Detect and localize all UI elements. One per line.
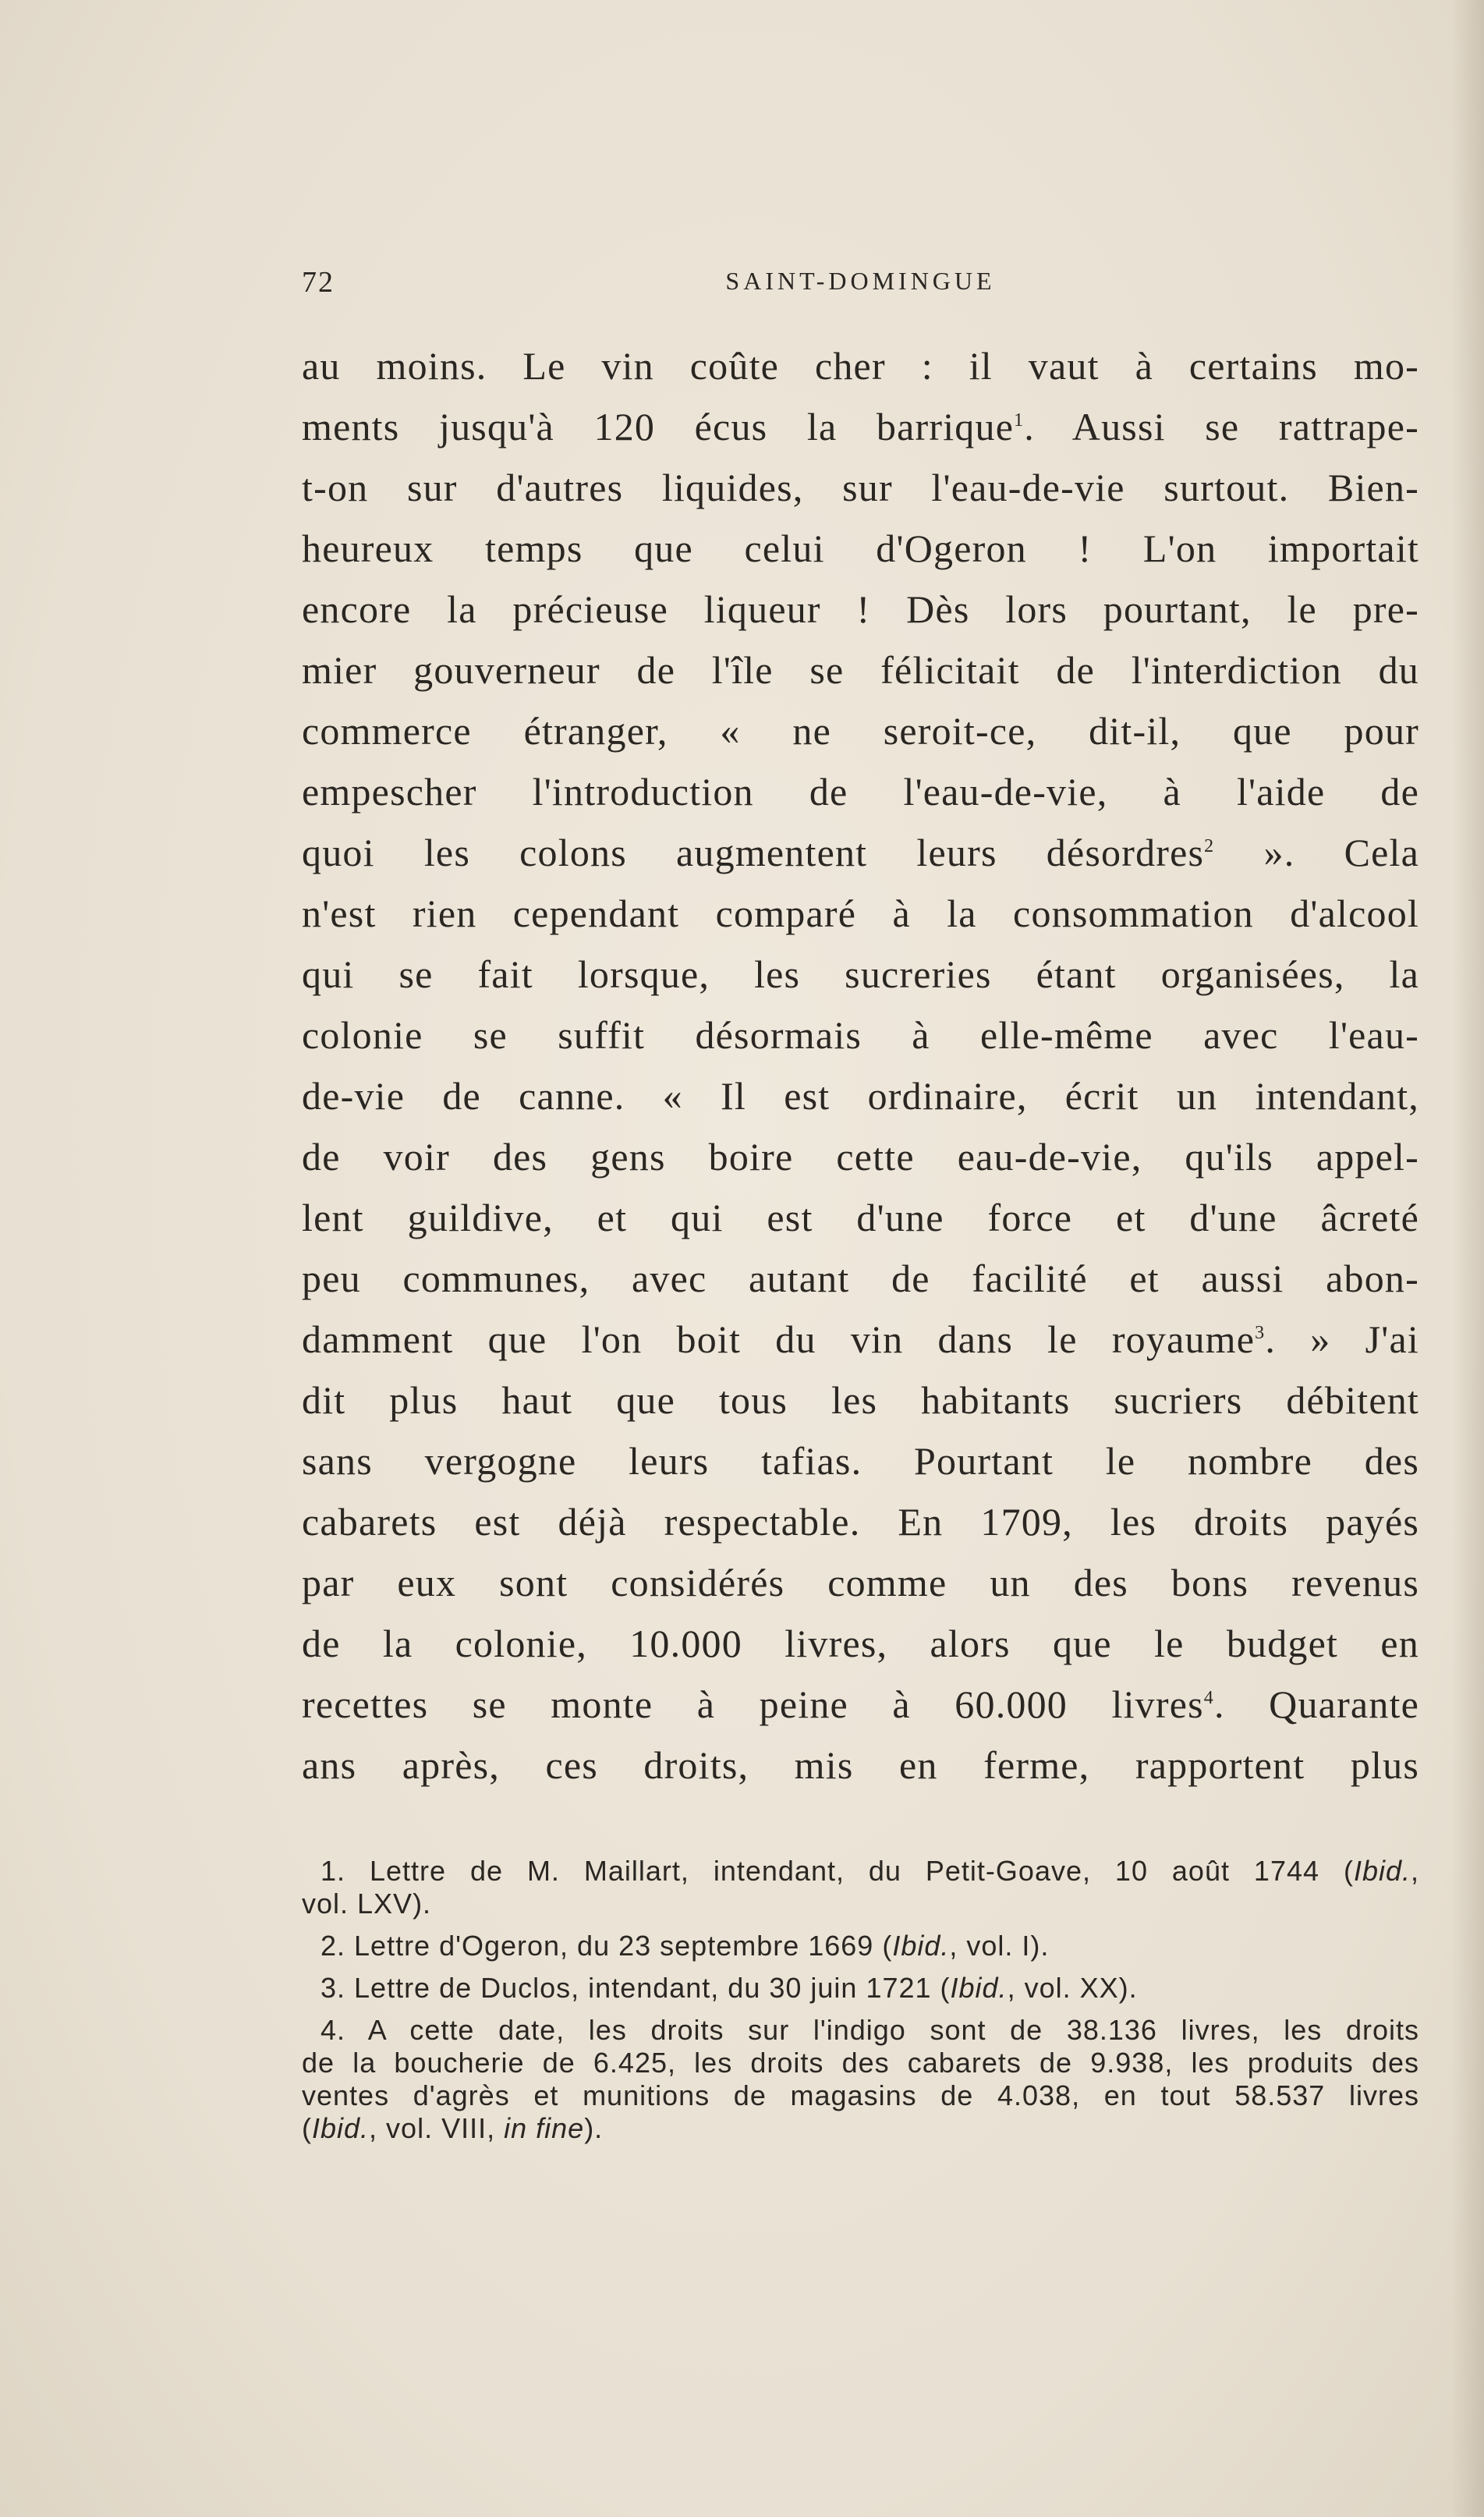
text-line: sans vergogne leurs tafias. Pourtant le nombre des — [302, 1439, 1419, 1483]
text-line: ans après, ces droits, mis en ferme, rapportent plus — [302, 1743, 1419, 1787]
footnote-4: 4. A cette date, les droits sur l'indigo sont de 38.136 livres, les droits de la boucherie de 6.425, les droits des cabarets de 9.938, les produits des ventes d'agrès et munitions de magasins de 4.038, en tout 58.537 livres (Ibid., vol. VIII, in fine). — [302, 2014, 1419, 2144]
text-line: cabarets est déjà respectable. En 1709, les droits payés — [302, 1500, 1419, 1544]
text-line: encore la précieuse liqueur ! Dès lors pourtant, le pre- — [302, 587, 1419, 631]
text-line: commerce étranger, « ne seroit-ce, dit-il, que pour — [302, 709, 1419, 753]
footnote-ref-4[interactable]: 4 — [1203, 1688, 1214, 1708]
text-line: peu communes, avec autant de facilité et aussi abon- — [302, 1257, 1419, 1300]
page-header — [302, 265, 1419, 312]
text-line: qui se fait lorsque, les sucreries étant organisées, la — [302, 952, 1419, 996]
text-line: n'est rien cependant comparé à la consommation d'alcool — [302, 892, 1419, 935]
text-line: t-on sur d'autres liquides, sur l'eau-de-vie surtout. Bien- — [302, 466, 1419, 509]
text-line: ments jusqu'à 120 écus la barrique$^1$. Aussi se rattrape- — [302, 405, 1419, 448]
text-line: par eux sont considérés comme un des bons revenus — [302, 1561, 1419, 1604]
footnote-ref-1[interactable]: 1 — [1014, 410, 1025, 431]
body-text — [302, 335, 1419, 1796]
page-edge-shadow — [1451, 0, 1484, 2517]
text-line: de-vie de canne. « Il est ordinaire, écrit un intendant, — [302, 1074, 1419, 1118]
footnotes — [302, 1855, 1419, 2154]
footnote-2: 2. Lettre d'Ogeron, du 23 septembre 1669 (Ibid., vol. I). — [321, 1930, 1050, 1962]
running-title: SAINT-DOMINGUE — [725, 267, 996, 295]
text-line: quoi les colons augmentent leurs désordres$^2$ ». Cela — [302, 831, 1419, 874]
text-line: mier gouverneur de l'île se félicitait de l'interdiction du — [302, 648, 1419, 692]
text-line: dit plus haut que tous les habitants sucriers débitent — [302, 1378, 1419, 1422]
text-line: de voir des gens boire cette eau-de-vie, qu'ils appel- — [302, 1135, 1419, 1179]
footnote-ref-2[interactable]: 2 — [1204, 836, 1215, 856]
footnote-1: 1. Lettre de M. Maillart, intendant, du Petit-Goave, 10 août 1744 (Ibid., vol. LXV). — [302, 1855, 1419, 1920]
text-line: recettes se monte à peine à 60.000 livres$^4$. Quarante — [302, 1682, 1420, 1726]
footnote-ref-3[interactable]: 3 — [1255, 1323, 1266, 1343]
page-number: 72 — [302, 266, 335, 299]
text-line: au moins. Le vin coûte cher : il vaut à certains mo- — [302, 344, 1419, 388]
text-line: colonie se suffit désormais à elle-même avec l'eau- — [302, 1013, 1419, 1057]
footnote-3: 3. Lettre de Duclos, intendant, du 30 juin 1721 (Ibid., vol. XX). — [321, 1972, 1138, 2004]
text-line: heureux temps que celui d'Ogeron ! L'on importait — [302, 526, 1419, 570]
text-line: damment que l'on boit du vin dans le royaume$^3$. » J'ai — [302, 1317, 1419, 1361]
text-line: lent guildive, et qui est d'une force et d'une âcreté — [302, 1196, 1419, 1239]
text-line: empescher l'introduction de l'eau-de-vie, à l'aide de — [302, 770, 1419, 814]
text-line: de la colonie, 10.000 livres, alors que le budget en — [302, 1622, 1419, 1665]
